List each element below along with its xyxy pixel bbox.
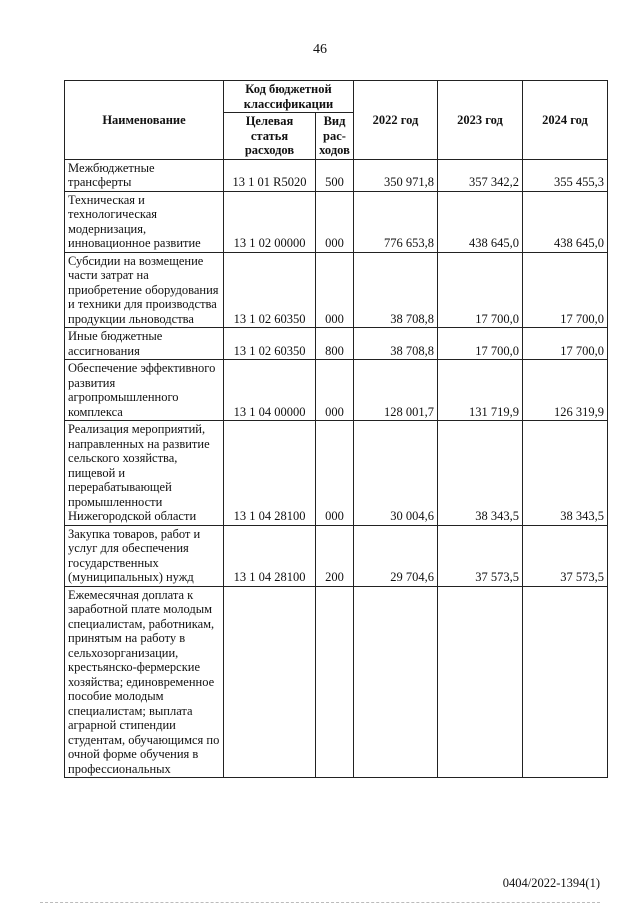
row-value-2022 — [354, 586, 438, 778]
row-value-2022: 350 971,8 — [354, 159, 438, 191]
table-row — [65, 159, 608, 191]
row-target-article: 13 1 04 00000 — [224, 360, 316, 421]
table-row — [65, 360, 608, 421]
table-row — [65, 252, 608, 328]
row-value-2023: 38 343,5 — [438, 421, 523, 526]
row-value-2024: 355 455,3 — [523, 159, 608, 191]
row-target-article: 13 1 02 60350 — [224, 252, 316, 328]
row-expense-type: 000 — [316, 191, 354, 252]
row-target-article: 13 1 01 R5020 — [224, 159, 316, 191]
row-value-2023 — [438, 586, 523, 778]
row-name: Техническая и технологическая модернизация, инновационное развитие — [65, 191, 224, 252]
header-name: Наименование — [65, 81, 224, 160]
row-expense-type: 500 — [316, 159, 354, 191]
row-value-2023: 37 573,5 — [438, 525, 523, 586]
row-value-2023: 131 719,9 — [438, 360, 523, 421]
header-year-2023: 2023 год — [438, 81, 523, 160]
header-year-2024: 2024 год — [523, 81, 608, 160]
row-target-article — [224, 586, 316, 778]
row-expense-type: 000 — [316, 360, 354, 421]
row-expense-type — [316, 586, 354, 778]
row-value-2023: 17 700,0 — [438, 252, 523, 328]
row-value-2022: 128 001,7 — [354, 360, 438, 421]
row-value-2023: 357 342,2 — [438, 159, 523, 191]
row-name: Иные бюджетные ассигнования — [65, 328, 224, 360]
table-row — [65, 525, 608, 586]
table-row — [65, 586, 608, 778]
row-expense-type: 800 — [316, 328, 354, 360]
footer-divider — [40, 902, 600, 903]
row-value-2022: 30 004,6 — [354, 421, 438, 526]
page-number: 46 — [313, 42, 327, 57]
header-expense-type: Вид рас- ходов — [316, 113, 354, 160]
header-year-2022: 2022 год — [354, 81, 438, 160]
row-name: Межбюджетные трансферты — [65, 159, 224, 191]
row-value-2024: 126 319,9 — [523, 360, 608, 421]
table-row — [65, 328, 608, 360]
header-budget-code: Код бюджетной классификации — [224, 81, 354, 113]
row-expense-type: 200 — [316, 525, 354, 586]
row-name: Закупка товаров, работ и услуг для обеспечения государственных (муниципальных) нужд — [65, 525, 224, 586]
row-name: Ежемесячная доплата к заработной плате молодым специалистам, работникам, принятым на работу в сельхозорганизации, крестьянско-фермерские хозяйства; единовременное пособие молодым специалистам; выплата аграрной стипендии студентам, обучающимся по очной форме обучения в профессиональных — [65, 586, 224, 778]
row-value-2024: 17 700,0 — [523, 252, 608, 328]
row-name: Субсидии на возмещение части затрат на приобретение оборудования и техники для производства продукции льноводства — [65, 252, 224, 328]
row-value-2022: 38 708,8 — [354, 252, 438, 328]
row-target-article: 13 1 04 28100 — [224, 421, 316, 526]
header-target-article: Целевая статья расходов — [224, 113, 316, 160]
table-row — [65, 191, 608, 252]
row-value-2022: 776 653,8 — [354, 191, 438, 252]
row-value-2022: 29 704,6 — [354, 525, 438, 586]
table-header — [65, 81, 608, 160]
document-code: 0404/2022-1394(1) — [502, 876, 600, 890]
table-body — [65, 159, 608, 778]
row-expense-type: 000 — [316, 252, 354, 328]
row-value-2024: 37 573,5 — [523, 525, 608, 586]
row-name: Обеспечение эффективного развития агропромышленного комплекса — [65, 360, 224, 421]
row-name: Реализация мероприятий, направленных на развитие сельского хозяйства, пищевой и перерабатывающей промышленности Нижегородской области — [65, 421, 224, 526]
row-value-2024: 438 645,0 — [523, 191, 608, 252]
row-value-2022: 38 708,8 — [354, 328, 438, 360]
row-expense-type: 000 — [316, 421, 354, 526]
row-target-article: 13 1 02 00000 — [224, 191, 316, 252]
row-value-2023: 438 645,0 — [438, 191, 523, 252]
budget-table — [64, 80, 608, 778]
row-value-2023: 17 700,0 — [438, 328, 523, 360]
row-value-2024 — [523, 586, 608, 778]
table-row — [65, 421, 608, 526]
row-value-2024: 17 700,0 — [523, 328, 608, 360]
row-value-2024: 38 343,5 — [523, 421, 608, 526]
row-target-article: 13 1 04 28100 — [224, 525, 316, 586]
row-target-article: 13 1 02 60350 — [224, 328, 316, 360]
